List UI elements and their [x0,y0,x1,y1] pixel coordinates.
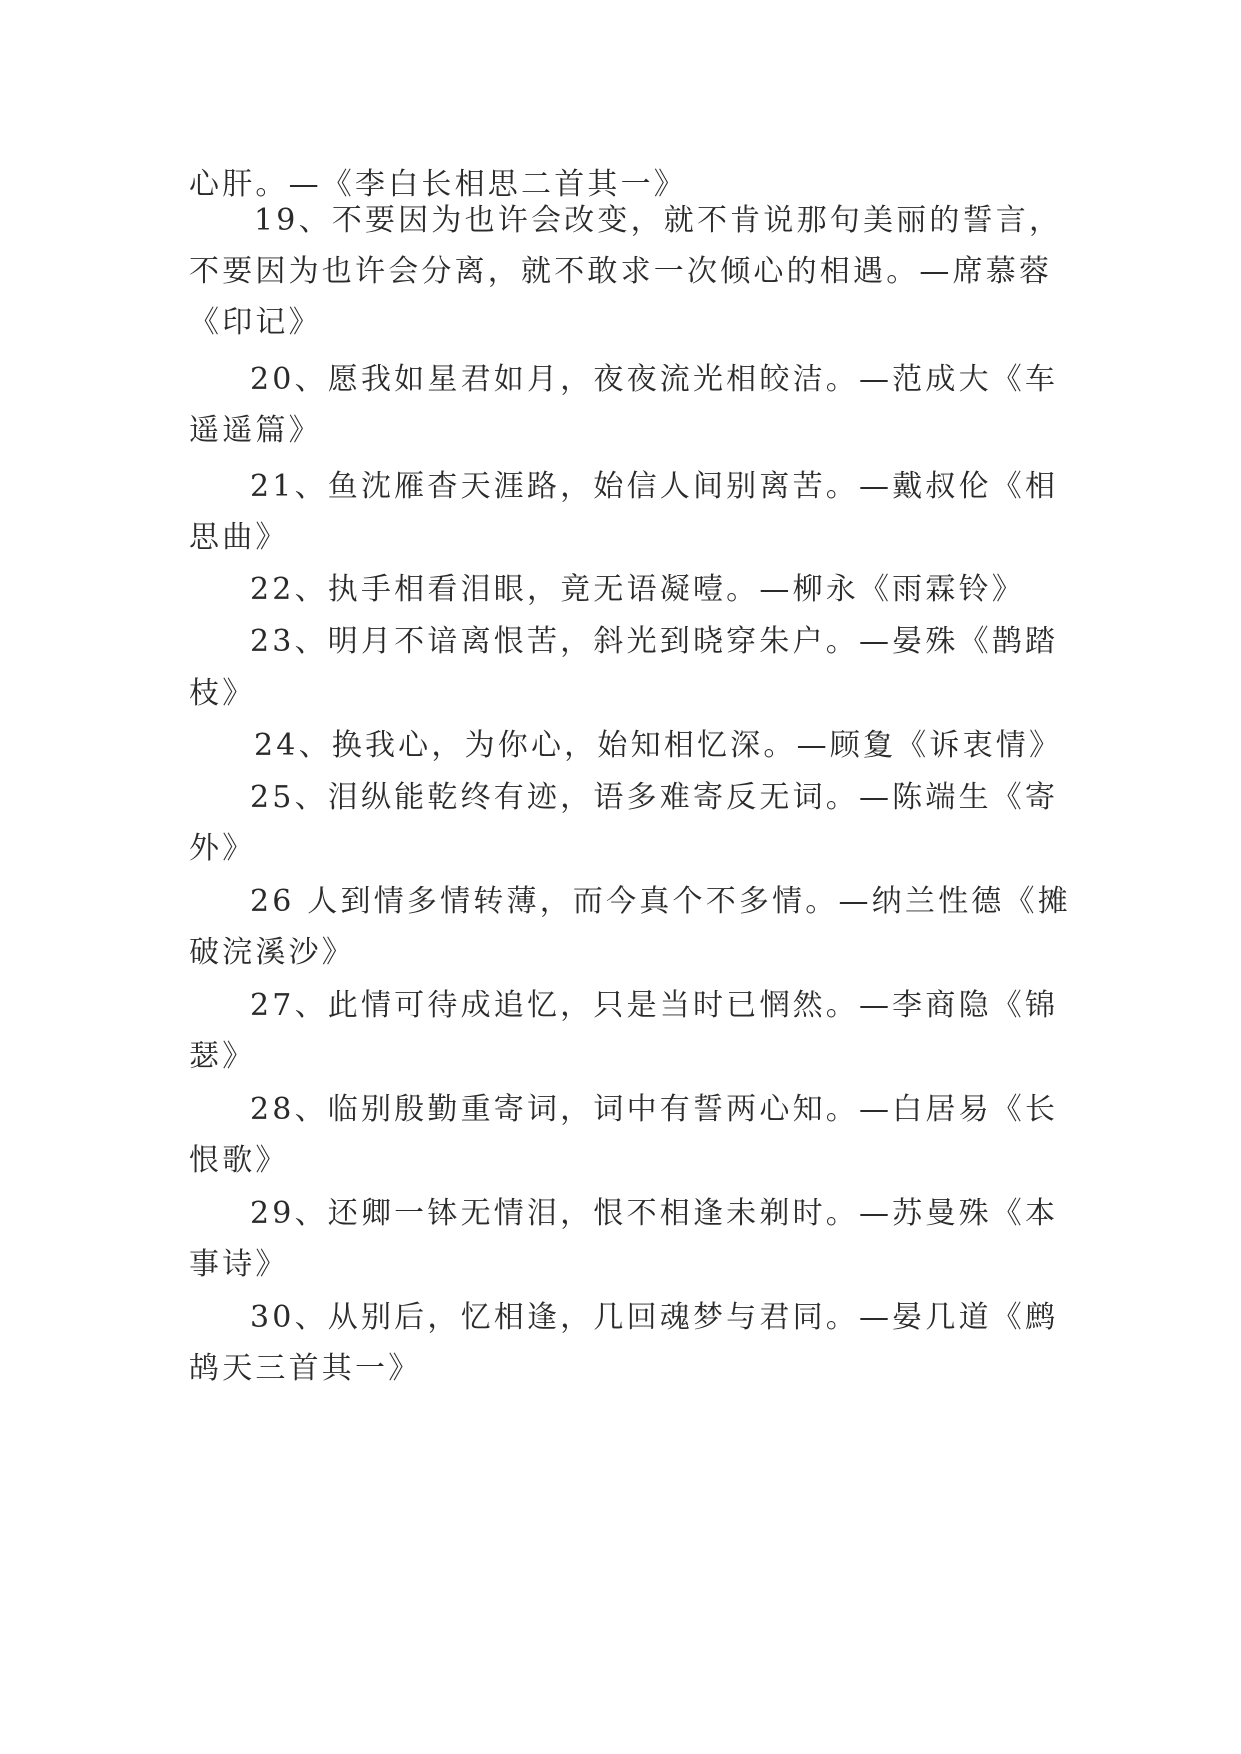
text-line: 《印记》 [189,305,322,340]
text-line: 心肝。—《李白长相思二首其一》 [189,167,687,202]
text-line: 鸪天三首其一》 [189,1351,422,1386]
text-line: 30、从别后，忆相逢，几回魂梦与君同。—晏几道《鹧 [250,1300,1059,1335]
text-line: 19、不要因为也许会改变，就不肯说那句美丽的誓言， [254,203,1063,238]
text-line: 26 人到情多情转薄，而今真个不多情。—纳兰性德《摊 [250,884,1071,919]
text-line: 瑟》 [189,1039,256,1074]
text-line: 破浣溪沙》 [189,935,355,970]
text-line: 恨歌》 [189,1143,289,1178]
text-line: 事诗》 [189,1247,289,1282]
text-line: 思曲》 [189,520,289,555]
text-line: 25、泪纵能乾终有迹，语多难寄反无词。—陈端生《寄 [250,780,1059,815]
text-line: 遥遥篇》 [189,413,322,448]
text-line: 28、临别殷勤重寄词，词中有誓两心知。—白居易《长 [250,1092,1059,1127]
text-line: 21、鱼沈雁杳天涯路，始信人间别离苦。—戴叔伦《相 [250,469,1059,504]
text-line: 不要因为也许会分离，就不敢求一次倾心的相遇。—席慕蓉 [189,254,1053,289]
text-line: 23、明月不谙离恨苦，斜光到晓穿朱户。—晏殊《鹊踏 [250,624,1059,659]
text-line: 20、愿我如星君如月，夜夜流光相皎洁。—范成大《车 [250,362,1059,397]
text-line: 22、执手相看泪眼，竟无语凝噎。—柳永《雨霖铃》 [250,572,1025,607]
text-line: 29、还卿一钵无情泪，恨不相逢未剃时。—苏曼殊《本 [250,1196,1059,1231]
text-line: 24、换我心，为你心，始知相忆深。—顾夐《诉衷情》 [254,728,1063,763]
text-line: 27、此情可待成追忆，只是当时已惘然。—李商隐《锦 [250,988,1059,1023]
text-line: 枝》 [189,676,256,711]
text-line: 外》 [189,831,256,866]
